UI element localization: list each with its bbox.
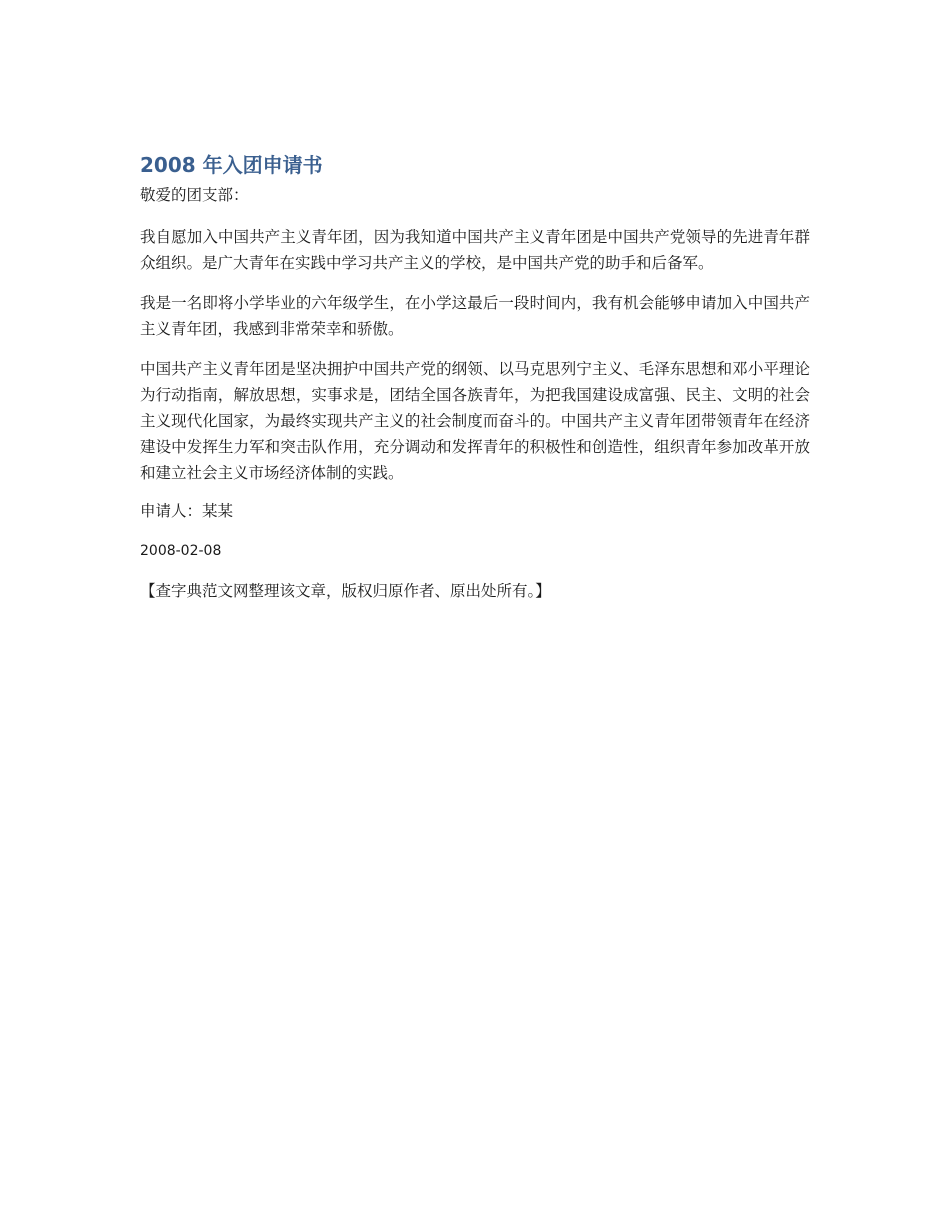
salutation: 敬爱的团支部： <box>140 186 249 204</box>
document-date: 2008-02-08 <box>140 543 222 559</box>
document-title: 2008 年入团申请书 <box>140 153 323 177</box>
paragraph-1: 我自愿加入中国共产主义青年团，因为我知道中国共产主义青年团是中国共产党领导的先进青年群众组织。是广大青年在实践中学习共产主义的学校，是中国共产党的助手和后备军。 <box>140 228 810 272</box>
paragraph-2: 我是一名即将小学毕业的六年级学生，在小学这最后一段时间内，我有机会能够申请加入中国共产主义青年团，我感到非常荣幸和骄傲。 <box>140 294 810 338</box>
copyright-note: 【查字典范文网整理该文章，版权归原作者、原出处所有。】 <box>140 582 551 600</box>
paragraph-3: 中国共产主义青年团是坚决拥护中国共产党的纲领、以马克思列宁主义、毛泽东思想和邓小平理论为行动指南，解放思想，实事求是，团结全国各族青年，为把我国建设成富强、民主、文明的社会主义现代化国家，为最终实现共产主义的社会制度而奋斗的。中国共产主义青年团带领青年在经济建设中发挥生力军和突击队作用，充分调动和发挥青年的积极性和创造性，组织青年参加改革开放和建立社会主义市场经济体制的实践。 <box>140 360 810 482</box>
document-page <box>140 150 810 602</box>
applicant-signature: 申请人：某某 <box>140 502 234 520</box>
